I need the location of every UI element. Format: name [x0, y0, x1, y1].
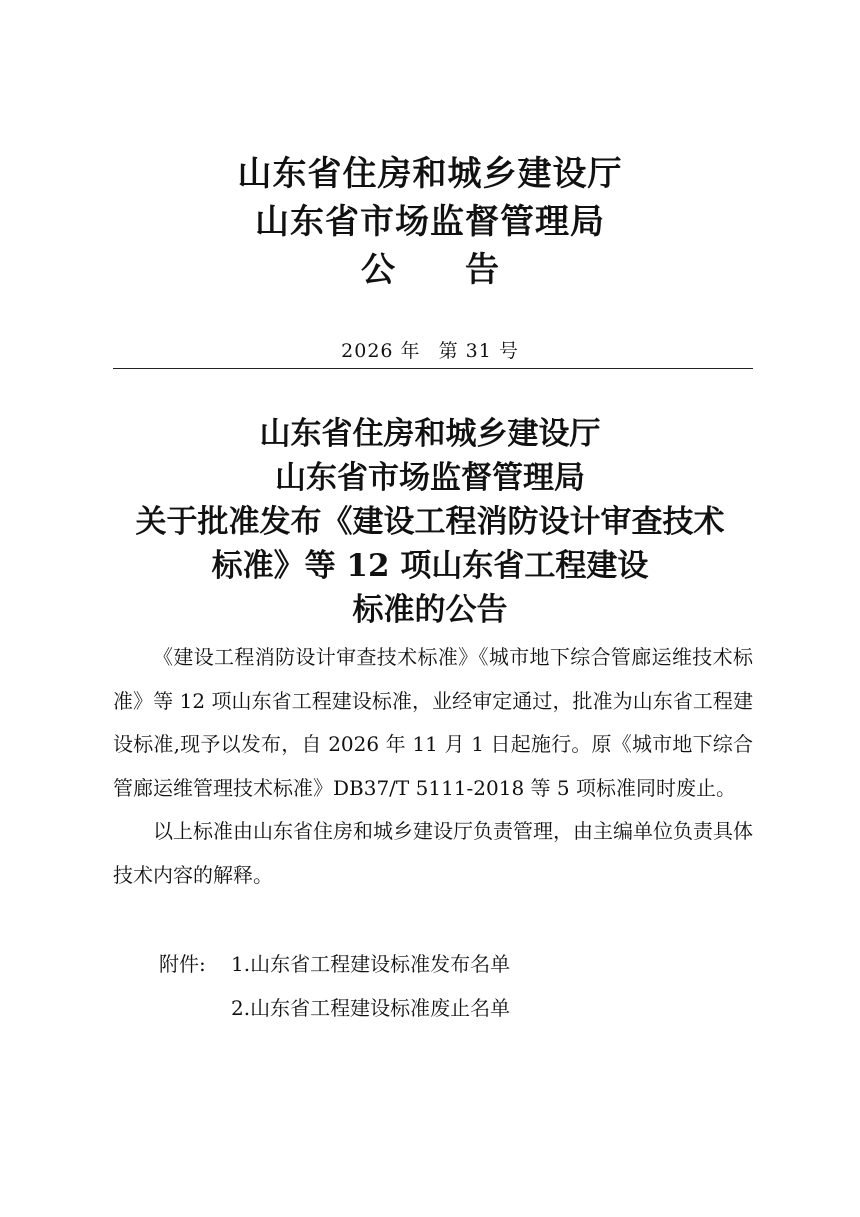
body-paragraph-2: 以上标准由山东省住房和城乡建设厅负责管理，由主编单位负责具体技术内容的解释。 — [113, 819, 753, 887]
document-body — [113, 636, 753, 897]
title-line-4: 标准》等 12 项山东省工程建设 — [211, 548, 649, 584]
document-year: 2026 年 — [341, 340, 421, 362]
issuer-name-1: 山东省住房和城乡建设厅 — [237, 154, 623, 194]
header-divider — [113, 368, 753, 369]
attachment-item: 1.山东省工程建设标准发布名单 — [231, 952, 511, 976]
title-line-5: 标准的公告 — [352, 592, 508, 628]
attachments-list — [159, 942, 510, 1030]
title-line-2: 山东省市场监督管理局 — [275, 460, 585, 496]
attachment-row-1 — [159, 942, 510, 986]
body-paragraph-1: 《建设工程消防设计审查技术标准》《城市地下综合管廊运维技术标准》等 12 项山东省工程建设标准，业经审定通过，批准为山东省工程建设标准,现予以发布，自 2026 年 11 月 1 日起施行。原《城市地下综合管廊运维管理技术标准》DB37/T 5111-2018 等 5 项标准同时废止。 — [113, 645, 753, 800]
document-title — [0, 412, 860, 632]
document-header — [0, 150, 860, 294]
title-line-3: 关于批准发布《建设工程消防设计审查技术 — [135, 504, 725, 540]
issuer-name-2: 山东省市场监督管理局 — [255, 202, 605, 242]
attachment-item: 2.山东省工程建设标准废止名单 — [231, 996, 511, 1020]
document-number — [0, 336, 860, 363]
notice-heading: 公告 — [361, 250, 569, 290]
attachments-label: 附件: — [159, 952, 206, 976]
title-line-1: 山东省住房和城乡建设厅 — [259, 416, 601, 452]
attachment-row-2 — [159, 986, 510, 1030]
document-serial: 第 31 号 — [438, 340, 519, 362]
